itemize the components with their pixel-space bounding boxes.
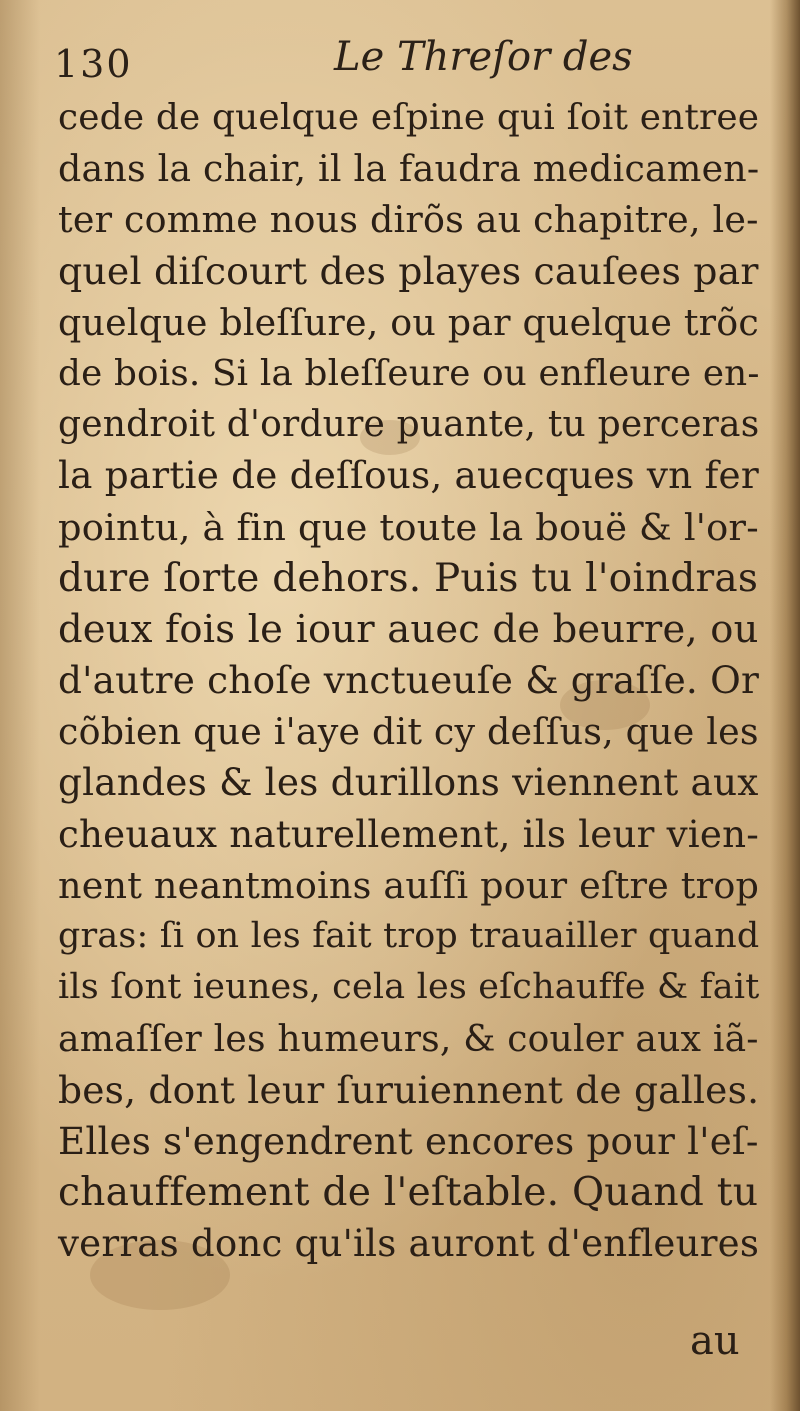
text-line: cõbien que i'aye dit cy deſſus, que les [58,710,759,754]
text-line: la partie de deſſous, auecques vn fer [58,453,759,498]
text-line: chauffement de l'eſtable. Quand tu [58,1169,759,1215]
text-line: pointu, à fin que toute la bouë & l'or- [58,505,759,549]
text-line: cede de quelque eſpine qui ſoit entree [58,97,760,138]
text-line: nent neantmoins auſſi pour eſtre trop [58,863,760,907]
text-line: dans la chair, il la faudra medicamen- [58,147,760,191]
text-line: gras: ſi on les fait trop trauailler quand [58,916,760,956]
text-line: verras donc qu'ils auront d'enfleures [58,1222,760,1266]
running-title: Le Threſor des [334,34,633,80]
text-line: quelque bleſſure, ou par quelque trõc [58,300,759,344]
page-number: 130 [54,42,133,86]
text-line: gendroit d'ordure puante, tu perceras [58,404,760,446]
text-line: dure ſorte dehors. Puis tu l'oindras [58,555,759,601]
text-line: deux fois le iour auec de beurre, ou [58,606,759,652]
text-line: Elles s'engendrent encores pour l'eſ- [58,1118,759,1163]
page-left-shadow [0,0,40,1411]
text-line: glandes & les durillons viennent aux [58,760,759,805]
text-line: ils ſont ieunes, cela les eſchauffe & fait [58,967,760,1008]
text-line: de bois. Si la bleſſeure ou enfleure en- [58,352,760,394]
text-line: bes, dont leur ſuruiennent de galles. [58,1067,760,1112]
text-line: cheuaux naturellement, ils leur vien- [58,811,760,856]
page-header [54,34,754,94]
catchword: au [690,1318,740,1364]
text-line: d'autre choſe vnctueuſe & graſſe. Or [58,658,760,703]
body-text [58,92,778,1269]
text-line: ter comme nous dirõs au chapitre, le- [58,198,759,242]
text-line: amaſſer les humeurs, & couler aux iã- [58,1017,759,1061]
text-line: quel diſcourt des playes cauſees par [58,248,759,293]
